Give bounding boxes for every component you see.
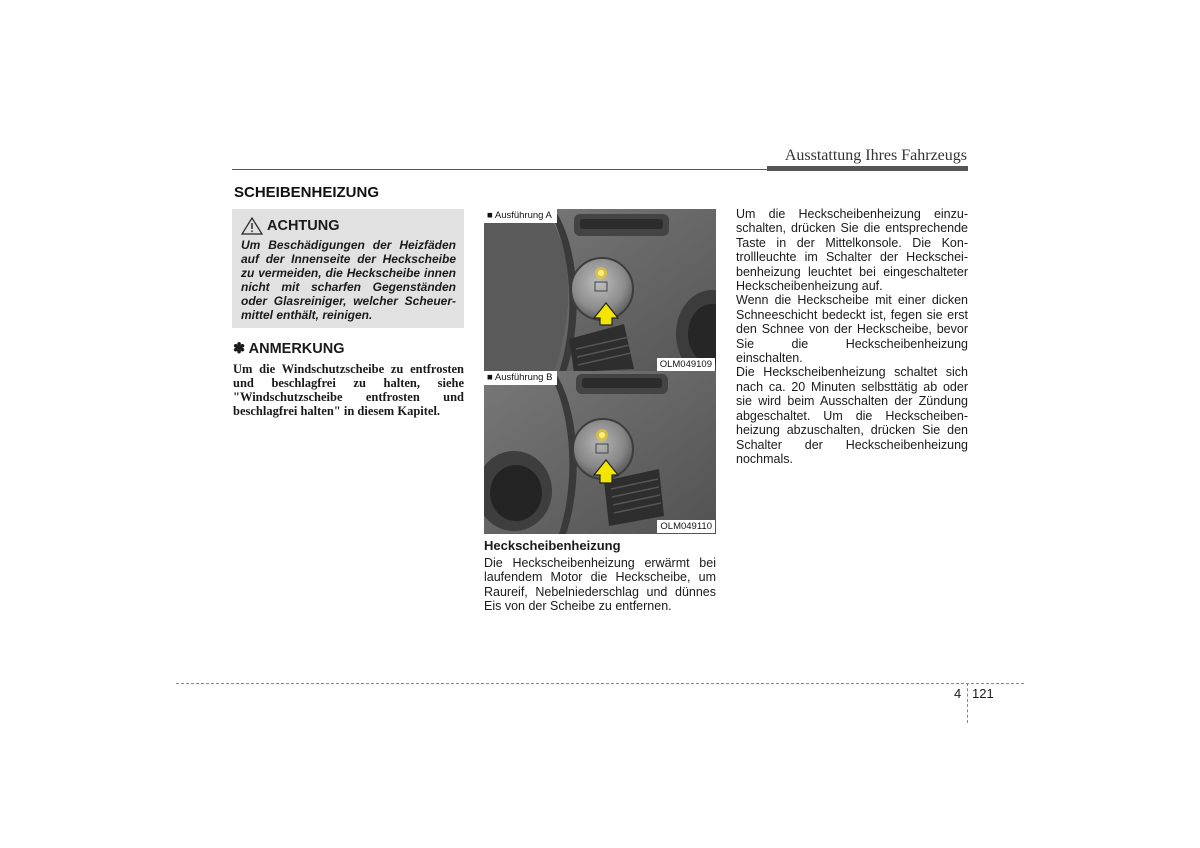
footer-divider: [176, 683, 1024, 684]
header-title: Ausstattung Ihres Fahrzeugs: [784, 147, 967, 164]
defroster-switch-photo-a: [484, 209, 716, 372]
warning-box: [232, 209, 464, 328]
warning-title: ACHTUNG: [267, 218, 340, 234]
footer-vertical-divider: [967, 683, 968, 723]
page-number: 121: [972, 686, 994, 701]
figure-a-label: ■ Ausführung A: [484, 209, 557, 223]
section-title: SCHEIBENHEIZUNG: [234, 184, 380, 201]
subsection-text: Die Heckscheibenheizung erwärmt bei laufendem Motor die Heckscheibe, um Raureif, Nebelniederschlag und dünnes Eis von der Scheibe zu entfernen.: [484, 556, 716, 614]
figure-b-code: OLM049110: [657, 520, 715, 533]
figure-version-b: [484, 371, 716, 534]
note-title: ✽ ANMERKUNG: [233, 341, 345, 357]
subsection-title: Heckscheibenheizung: [484, 538, 621, 553]
warning-text: Um Beschädigungen der Heizfäden auf der Innenseite der Heckscheibe zu vermeiden, die Heckscheibe innen nicht mit scharfen Gegenständen oder Glasreiniger, welcher Scheuer-mittel enthält, reinigen.: [241, 238, 456, 322]
paragraph-auto-off: Die Heckscheibenheizung schaltet sich nach ca. 20 Minuten selbsttätig ab oder sie wird beim Ausschalten der Zündung abgeschaltet. Um die Heckscheiben-heizung abzuschalten, drücken Sie den Schalter der Heckscheibenheizung nochmals.: [736, 365, 968, 466]
figure-b-label: ■ Ausführung B: [484, 371, 557, 385]
header-bar: [767, 166, 968, 171]
right-column: [736, 207, 968, 466]
paragraph-snow: Wenn die Heckscheibe mit einer dicken Schneeschicht bedeckt ist, fegen sie erst den Schnee von der Heckscheibe, bevor Sie die Heckscheibenheizung einschalten.: [736, 293, 968, 366]
figure-version-a: [484, 209, 716, 372]
figure-a-code: OLM049109: [657, 358, 715, 371]
warning-triangle-icon: [241, 217, 263, 235]
warning-header: [241, 217, 456, 235]
defroster-switch-photo-b: [484, 371, 716, 534]
note-text: Um die Windschutzscheibe zu entfrosten und beschlagfrei zu halten, siehe "Windschutzscheibe entfrosten und beschlagfrei halten" in diesem Kapitel.: [233, 362, 464, 418]
paragraph-switch-on: Um die Heckscheibenheizung einzu-schalten, drücken Sie die entsprechende Taste in der Mittelkonsole. Die Kon-trollleuchte im Schalter der Heckschei-benheizung leuchtet bei eingeschalteter Heckscheibenheizung auf.: [736, 207, 968, 294]
chapter-number: 4: [954, 686, 962, 701]
